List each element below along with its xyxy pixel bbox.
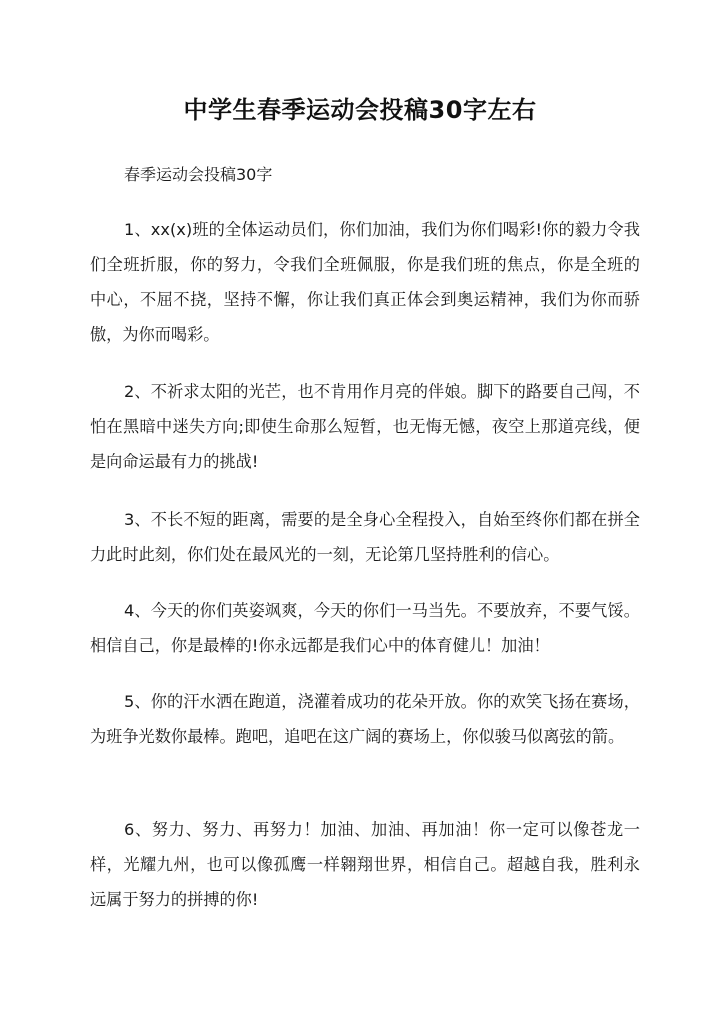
paragraph: 4、今天的你们英姿飒爽，今天的你们一马当先。不要放弃，不要气馁。相信自己，你是最棒的!你永远都是我们心中的体育健儿！加油！ [90, 601, 640, 655]
paragraph: 1、xx(x)班的全体运动员们，你们加油，我们为你们喝彩!你的毅力令我们全班折服，你的努力，令我们全班佩服，你是我们班的焦点，你是全班的中心，不屈不挠，坚持不懈，你让我们真正体会到奥运精神，我们为你而骄傲，为你而喝彩。 [90, 220, 640, 344]
paragraph: 6、努力、努力、再努力！加油、加油、再加油！你一定可以像苍龙一样，光耀九州，也可以像孤鹰一样翱翔世界，相信自己。超越自我，胜利永远属于努力的拼搏的你! [90, 820, 640, 909]
document-subtitle: 春季运动会投稿30字 [124, 165, 273, 184]
paragraph: 3、不长不短的距离，需要的是全身心全程投入，自始至终你们都在拼全力此时此刻，你们处在最风光的一刻，无论第几坚持胜利的信心。 [90, 510, 640, 564]
paragraph: 5、你的汗水洒在跑道，浇灌着成功的花朵开放。你的欢笑飞扬在赛场，为班争光数你最棒。跑吧，追吧在这广阔的赛场上，你似骏马似离弦的箭。 [90, 692, 640, 746]
paragraph: 2、不祈求太阳的光芒，也不肯用作月亮的伴娘。脚下的路要自己闯，不怕在黑暗中迷失方向;即使生命那么短暂，也无悔无憾，夜空上那道亮线，便是向命运最有力的挑战! [90, 382, 640, 471]
document-title: 中学生春季运动会投稿30字左右 [183, 96, 537, 124]
